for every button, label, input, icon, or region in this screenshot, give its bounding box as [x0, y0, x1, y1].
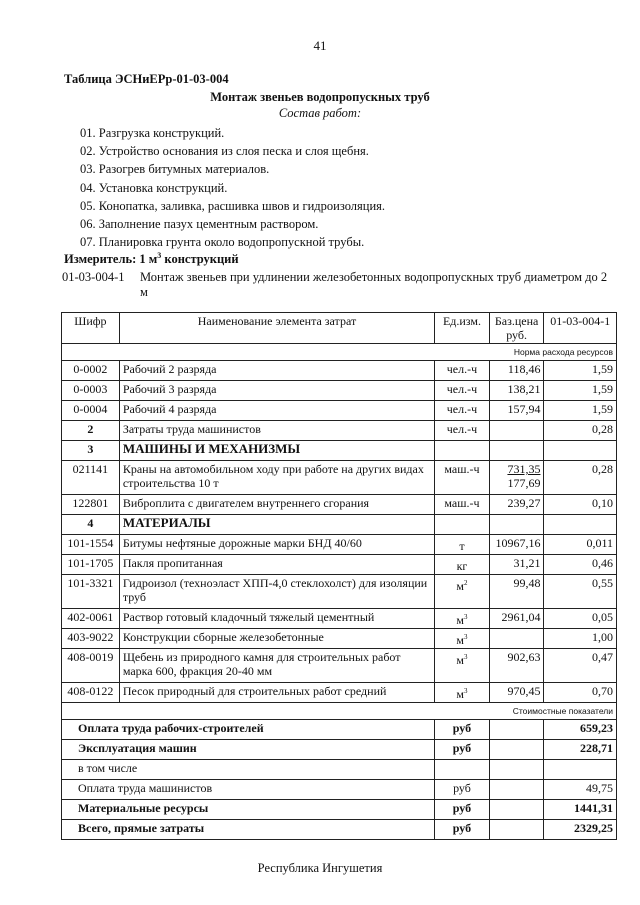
summary-row	[62, 760, 617, 780]
row-value: 1,00	[544, 629, 617, 649]
summary-value	[544, 760, 617, 780]
row-name: Конструкции сборные железобетонные	[119, 629, 434, 649]
row-unit: $м^2$	[435, 575, 490, 609]
row-price: 10967,16	[489, 535, 544, 555]
row-value: 0,46	[544, 555, 617, 575]
row-value: 0,70	[544, 683, 617, 703]
norm-note-row	[62, 344, 617, 361]
header-code: Шифр	[62, 313, 120, 344]
summary-label: Эксплуатация машин	[62, 740, 435, 760]
table-row	[62, 575, 617, 609]
summary-row	[62, 780, 617, 800]
section-subtitle: Монтаж звеньев водопропускных труб	[210, 90, 430, 104]
summary-row	[62, 800, 617, 820]
header-norm: 01-03-004-1	[544, 313, 617, 344]
row-code: 101-1554	[62, 535, 120, 555]
work-step: 03. Разогрев битумных материалов.	[80, 162, 270, 177]
row-value: 1,59	[544, 381, 617, 401]
row-price: 31,21	[489, 555, 544, 575]
row-price: 157,94	[489, 401, 544, 421]
work-step: 06. Заполнение пазух цементным раствором.	[80, 217, 319, 232]
row-name: Краны на автомобильном ходу при работе на других видах строительства 10 т	[119, 461, 434, 495]
row-value: 1,59	[544, 361, 617, 381]
row-price: 118,46	[489, 361, 544, 381]
row-name: Затраты труда машинистов	[119, 421, 434, 441]
header-name: Наименование элемента затрат	[119, 313, 434, 344]
summary-value: 228,71	[544, 740, 617, 760]
row-price: 138,21	[489, 381, 544, 401]
row-code: 122801	[62, 495, 120, 515]
row-name: Гидроизол (техноэласт ХПП-4,0 стеклохолст) для изоляции труб	[119, 575, 434, 609]
section-name: МАТЕРИАЛЫ	[119, 515, 434, 535]
row-price: 731,35 177,69	[489, 461, 544, 495]
composition-caption: Состав работ:	[278, 106, 362, 120]
row-price: 2961,04	[489, 609, 544, 629]
header-unit: Ед.изм.	[435, 313, 490, 344]
row-code: 402-0061	[62, 609, 120, 629]
row-price: 239,27	[489, 495, 544, 515]
section-code: 4	[62, 515, 120, 535]
table-row	[62, 401, 617, 421]
row-unit: маш.-ч	[435, 461, 490, 495]
row-code: 0-0002	[62, 361, 120, 381]
table-row-operators	[62, 421, 617, 441]
work-step: 04. Установка конструкций.	[80, 180, 228, 195]
row-value: 0,55	[544, 575, 617, 609]
row-unit: $м^3$	[435, 609, 490, 629]
summary-label: в том числе	[62, 760, 435, 780]
norm-note: Норма расхода ресурсов	[62, 344, 617, 361]
summary-unit: руб	[435, 740, 490, 760]
section-name: МАШИНЫ И МЕХАНИЗМЫ	[119, 441, 434, 461]
summary-label: Оплата труда машинистов	[62, 780, 435, 800]
row-code: 021141	[62, 461, 120, 495]
row-unit: чел.-ч	[435, 401, 490, 421]
row-name: Рабочий 3 разряда	[119, 381, 434, 401]
row-code: 101-1705	[62, 555, 120, 575]
summary-label: Всего, прямые затраты	[62, 820, 435, 840]
page-footer: Республика Ингушетия	[257, 861, 383, 875]
table-row	[62, 555, 617, 575]
table-row	[62, 629, 617, 649]
row-unit: чел.-ч	[435, 381, 490, 401]
summary-unit: руб	[435, 720, 490, 740]
summary-unit: руб	[435, 780, 490, 800]
item-description: Монтаж звеньев при удлинении железобетонных водопропускных труб диаметром до 2 м	[140, 270, 608, 299]
table-row	[62, 535, 617, 555]
row-unit: чел.-ч	[435, 421, 490, 441]
row-value: 0,47	[544, 649, 617, 683]
row-code: 2	[62, 421, 120, 441]
row-unit: $м^3$	[435, 629, 490, 649]
row-price	[489, 629, 544, 649]
summary-row	[62, 740, 617, 760]
work-step: 02. Устройство основания из слоя песка и слоя щебня.	[80, 144, 369, 159]
row-value: 1,59	[544, 401, 617, 421]
row-code: 0-0003	[62, 381, 120, 401]
item-code: 01-03-004-1	[62, 270, 125, 284]
work-step: 07. Планировка грунта около водопропускной трубы.	[80, 235, 365, 250]
table-header-row	[62, 313, 617, 344]
summary-value: 1441,31	[544, 800, 617, 820]
row-code: 408-0122	[62, 683, 120, 703]
row-name: Щебень из природного камня для строительных работ марка 600, фракция 20-40 мм	[119, 649, 434, 683]
row-value: 0,011	[544, 535, 617, 555]
section-row-machines	[62, 441, 617, 461]
table-row	[62, 683, 617, 703]
section-code: 3	[62, 441, 120, 461]
work-step: 05. Конопатка, заливка, расшивка швов и гидроизоляция.	[80, 198, 386, 213]
row-value: 0,28	[544, 461, 617, 495]
resource-table	[61, 312, 617, 840]
table-row	[62, 461, 617, 495]
row-name: Раствор готовый кладочный тяжелый цементный	[119, 609, 434, 629]
section-row-materials	[62, 515, 617, 535]
table-row	[62, 609, 617, 629]
measure-unit: Измеритель: 1 $м^3$ конструкций	[64, 251, 239, 267]
row-value: 0,28	[544, 421, 617, 441]
summary-unit: руб	[435, 800, 490, 820]
summary-label: Материальные ресурсы	[62, 800, 435, 820]
row-unit: $м^3$	[435, 683, 490, 703]
row-value: 0,10	[544, 495, 617, 515]
table-row	[62, 381, 617, 401]
summary-value: 49,75	[544, 780, 617, 800]
cost-note-row	[62, 703, 617, 720]
table-title: Таблица ЭСНиЕРр-01-03-004	[64, 72, 229, 86]
table-row	[62, 649, 617, 683]
summary-unit: руб	[435, 820, 490, 840]
work-steps-list	[80, 124, 385, 251]
summary-row	[62, 720, 617, 740]
row-name: Рабочий 2 разряда	[119, 361, 434, 381]
row-name: Пакля пропитанная	[119, 555, 434, 575]
row-code: 403-9022	[62, 629, 120, 649]
summary-row	[62, 820, 617, 840]
row-name: Битумы нефтяные дорожные марки БНД 40/60	[119, 535, 434, 555]
row-price: 970,45	[489, 683, 544, 703]
header-price: Баз.цена руб.	[489, 313, 544, 344]
summary-label: Оплата труда рабочих-строителей	[62, 720, 435, 740]
table-row	[62, 361, 617, 381]
row-code: 101-3321	[62, 575, 120, 609]
row-code: 0-0004	[62, 401, 120, 421]
row-unit: т	[435, 535, 490, 555]
row-name: Песок природный для строительных работ средний	[119, 683, 434, 703]
work-step: 01. Разгрузка конструкций.	[80, 126, 225, 140]
row-price	[489, 421, 544, 441]
row-unit: чел.-ч	[435, 361, 490, 381]
summary-unit	[435, 760, 490, 780]
row-price: 902,63	[489, 649, 544, 683]
row-name: Рабочий 4 разряда	[119, 401, 434, 421]
row-name: Виброплита с двигателем внутреннего сгорания	[119, 495, 434, 515]
row-value: 0,05	[544, 609, 617, 629]
summary-value: 2329,25	[544, 820, 617, 840]
cost-note: Стоимостные показатели	[62, 703, 617, 720]
row-unit: $м^3$	[435, 649, 490, 683]
row-code: 408-0019	[62, 649, 120, 683]
row-unit: кг	[435, 555, 490, 575]
row-unit: маш.-ч	[435, 495, 490, 515]
table-row	[62, 495, 617, 515]
page-number: 41	[313, 38, 327, 53]
row-price: 99,48	[489, 575, 544, 609]
summary-value: 659,23	[544, 720, 617, 740]
